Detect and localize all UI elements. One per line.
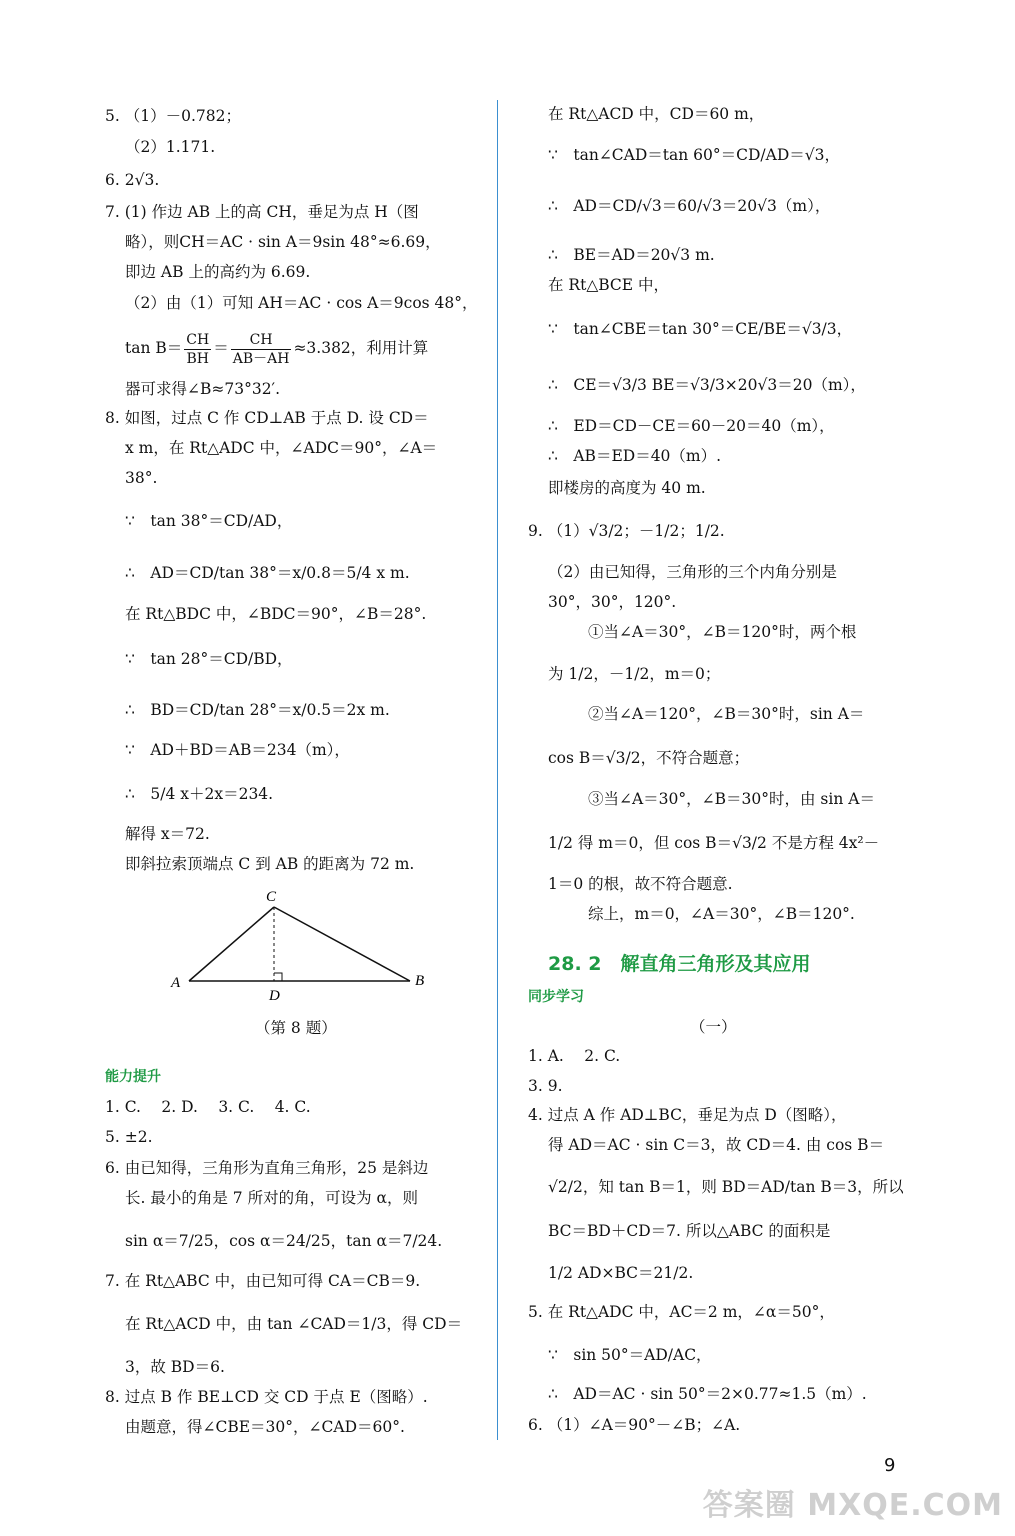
answer-line: 5. （1）－0.782； xyxy=(105,107,241,125)
answer-line: ∴ 5/4 x＋2x＝234. xyxy=(125,785,274,803)
answer-line: 1＝0 的根，故不符合题意. xyxy=(548,875,733,893)
answer-line: ∴ AD＝CD/√3＝60/√3＝20√3（m）， xyxy=(548,197,831,215)
answer-line: ∴ CE＝√3/3 BE＝√3/3×20√3＝20（m）， xyxy=(548,376,866,394)
label-c: C xyxy=(266,889,277,905)
answer-line: ∴ AD＝AC · sin 50°＝2×0.77≈1.5（m）. xyxy=(548,1385,867,1403)
segment-bc xyxy=(274,907,410,981)
answer-line: 为 1/2，－1/2，m＝0； xyxy=(548,665,721,683)
answer-line: 器可求得∠B≈73°32′. xyxy=(125,380,281,398)
answer-line: 在 Rt△ACD 中，由 tan ∠CAD＝1/3，得 CD＝ xyxy=(125,1315,463,1333)
answer-line: ∴ ED＝CD－CE＝60－20＝40（m）， xyxy=(548,417,835,435)
section-title: 28. 2 解直角三角形及其应用 xyxy=(548,953,811,975)
text: tan B＝ xyxy=(125,339,183,357)
numerator: CH xyxy=(186,331,210,348)
fraction xyxy=(231,333,292,366)
answer-line: BC＝BD＋CD＝7. 所以△ABC 的面积是 xyxy=(548,1222,831,1240)
answer-line: 6. 2√3. xyxy=(105,171,160,189)
triangle-figure xyxy=(165,883,445,1008)
answer-line: ①当∠A＝30°，∠B＝120°时，两个根 xyxy=(588,623,857,641)
answer-line: ∵ sin 50°＝AD/AC， xyxy=(548,1346,712,1364)
answer-line: sin α＝7/25，cos α＝24/25，tan α＝7/24. xyxy=(125,1232,443,1250)
answer-line: ∵ tan 38°＝CD/AD， xyxy=(125,512,293,530)
answer-line: 7. 在 Rt△ABC 中，由已知可得 CA＝CB＝9. xyxy=(105,1272,421,1290)
answer-line: 即斜拉索顶端点 C 到 AB 的距离为 72 m. xyxy=(125,855,415,873)
answer-line: 4. 过点 A 作 AD⊥BC，垂足为点 D（图略）， xyxy=(528,1106,847,1124)
label-a: A xyxy=(171,975,181,991)
segment-ac xyxy=(189,907,274,981)
page-number: 9 xyxy=(884,1455,896,1476)
answer-line: cos B＝√3/2，不符合题意； xyxy=(548,749,750,767)
section-heading: 同步学习 xyxy=(528,989,584,1005)
answer-line: （2）由（1）可知 AH＝AC · cos A＝9cos 48°， xyxy=(125,294,478,312)
answer-line: ∵ AD＋BD＝AB＝234（m）， xyxy=(125,741,350,759)
answer-line: 综上，m＝0，∠A＝30°，∠B＝120°. xyxy=(588,905,855,923)
answer-line: 6. （1）∠A＝90°－∠B；∠A. xyxy=(528,1416,741,1434)
label-d: D xyxy=(269,988,280,1004)
answer-line: 1/2 得 m＝0，但 cos B＝√3/2 不是方程 4x²－ xyxy=(548,834,880,852)
answer-line: （2）由已知得，三角形的三个内角分别是 xyxy=(548,563,837,581)
answer-line: ∴ AD＝CD/tan 38°＝x/0.8＝5/4 x m. xyxy=(125,564,410,582)
answer-line: 在 Rt△ACD 中，CD＝60 m， xyxy=(548,105,765,123)
answer-line: √2/2，知 tan B＝1，则 BD＝AD/tan B＝3，所以 xyxy=(548,1178,904,1196)
answer-line: ②当∠A＝120°，∠B＝30°时，sin A＝ xyxy=(588,705,865,723)
answer-line: 30°，30°，120°. xyxy=(548,593,677,611)
answer-line: 8. 过点 B 作 BE⊥CD 交 CD 于点 E（图略）. xyxy=(105,1388,428,1406)
answer-line: 在 Rt△BDC 中，∠BDC＝90°，∠B＝28°. xyxy=(125,605,427,623)
answer-line: ∴ BD＝CD/tan 28°＝x/0.5＝2x m. xyxy=(125,701,390,719)
answer-line: 即边 AB 上的高约为 6.69. xyxy=(125,263,311,281)
answer-line: 7. (1) 作边 AB 上的高 CH，垂足为点 H（图 xyxy=(105,203,419,221)
fraction xyxy=(184,333,211,366)
figure-caption: （第 8 题） xyxy=(255,1019,337,1037)
answer-line-fraction: tan B＝ $\frac{CH}{BH}$ ＝ $\frac{CH}{AB-AH}$ ≈3.382，利用计算 xyxy=(125,331,429,367)
answer-line: ∵ tan∠CAD＝tan 60°＝CD/AD＝√3， xyxy=(548,146,841,164)
answer-line: 1. A. 2. C. xyxy=(528,1047,621,1065)
text: ≈3.382，利用计算 xyxy=(293,339,429,357)
answer-line: 解得 x＝72. xyxy=(125,825,210,843)
answer-line: ∴ AB＝ED＝40（m）. xyxy=(548,447,722,465)
label-b: B xyxy=(415,973,425,989)
answer-line: 在 Rt△BCE 中， xyxy=(548,276,670,294)
answer-line: 3. 9. xyxy=(528,1077,563,1095)
answer-line: （2）1.171. xyxy=(125,138,216,156)
answer-line: 5. ±2. xyxy=(105,1128,153,1146)
answer-line: 由题意，得∠CBE＝30°，∠CAD＝60°. xyxy=(125,1418,405,1436)
answer-line: 略），则CH＝AC · sin A＝9sin 48°≈6.69， xyxy=(125,233,441,251)
answer-line: 1/2 AD×BC＝21/2. xyxy=(548,1264,694,1282)
answer-line: ③当∠A＝30°，∠B＝30°时，由 sin A＝ xyxy=(588,790,875,808)
answer-line: ∴ BE＝AD＝20√3 m. xyxy=(548,246,715,264)
denominator: AB－AH xyxy=(232,350,290,367)
column-divider xyxy=(497,100,498,1440)
denominator: BH xyxy=(186,350,209,367)
watermark: 答案圈 MXQE.COM xyxy=(702,1488,1003,1523)
answer-line: 1. C. 2. D. 3. C. 4. C. xyxy=(105,1098,311,1116)
right-angle-mark xyxy=(274,973,282,981)
answer-line: 3，故 BD＝6. xyxy=(125,1358,225,1376)
answer-line: 8. 如图，过点 C 作 CD⊥AB 于点 D. 设 CD＝ xyxy=(105,409,429,427)
answer-line: 长. 最小的角是 7 所对的角，可设为 α，则 xyxy=(125,1189,418,1207)
answer-line: 得 AD＝AC · sin C＝3，故 CD＝4. 由 cos B＝ xyxy=(548,1136,885,1154)
answer-line: 38°. xyxy=(125,469,158,487)
subsection-heading: （一） xyxy=(690,1018,737,1036)
answer-line: ∵ tan 28°＝CD/BD， xyxy=(125,650,293,668)
answer-line: x m，在 Rt△ADC 中，∠ADC＝90°，∠A＝ xyxy=(125,439,438,457)
answer-line: 9. （1）√3/2；－1/2；1/2. xyxy=(528,522,725,540)
answer-line: 5. 在 Rt△ADC 中，AC＝2 m，∠α＝50°， xyxy=(528,1303,835,1321)
answer-line: 即楼房的高度为 40 m. xyxy=(548,479,706,497)
answer-line: ∵ tan∠CBE＝tan 30°＝CE/BE＝√3/3， xyxy=(548,320,853,338)
section-heading: 能力提升 xyxy=(105,1069,161,1085)
numerator: CH xyxy=(231,333,292,350)
answer-line: 6. 由已知得，三角形为直角三角形，25 是斜边 xyxy=(105,1159,429,1177)
